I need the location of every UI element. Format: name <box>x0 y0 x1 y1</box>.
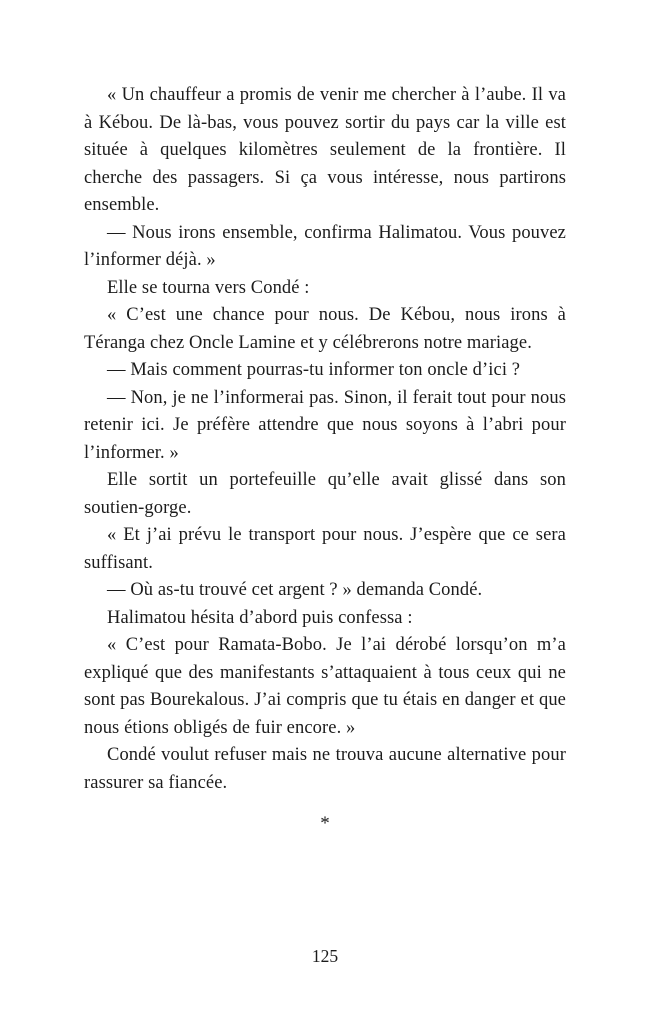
page-number: 125 <box>311 946 339 966</box>
paragraph: — Nous irons ensemble, confirma Halimatou. Vous pouvez l’informer déjà. » <box>84 222 566 270</box>
paragraph: Halimatou hésita d’abord puis confessa : <box>107 607 413 628</box>
paragraph: — Non, je ne l’informerai pas. Sinon, il ferait tout pour nous retenir ici. Je préfère attendre que nous soyons à l’abri pour l’informer. » <box>84 387 566 463</box>
paragraph: « C’est pour Ramata-Bobo. Je l’ai dérobé lorsqu’on m’a expliqué que des manifestants s’attaquaient à tous ceux qui ne sont pas Bourekalous. J’ai compris que tu étais en danger et que nous étions obligés de fuir encore. » <box>84 635 566 738</box>
paragraph: Condé voulut refuser mais ne trouva aucune alternative pour rassurer sa fiancée. <box>84 745 566 793</box>
paragraph: « Un chauffeur a promis de venir me chercher à l’aube. Il va à Kébou. De là-bas, vous pouvez sortir du pays car la ville est située à quelques kilomètres seulement de la frontière. Il cherche des passagers. Si ça vous intéresse, nous partirons ensemble. <box>84 85 566 215</box>
paragraph: « Et j’ai prévu le transport pour nous. J’espère que ce sera suffisant. <box>84 525 566 573</box>
paragraph: Elle sortit un portefeuille qu’elle avait glissé dans son soutien-gorge. <box>84 470 566 518</box>
section-separator: * <box>320 813 330 834</box>
paragraph: — Où as-tu trouvé cet argent ? » demanda Condé. <box>107 580 483 600</box>
paragraph: Elle se tourna vers Condé : <box>107 277 310 298</box>
paragraph: — Mais comment pourras-tu informer ton oncle d’ici ? <box>107 360 521 380</box>
paragraph: « C’est une chance pour nous. De Kébou, nous irons à Téranga chez Oncle Lamine et y célébrerons notre mariage. <box>84 305 566 353</box>
page-text <box>84 82 566 837</box>
paragraph-container <box>84 82 566 797</box>
